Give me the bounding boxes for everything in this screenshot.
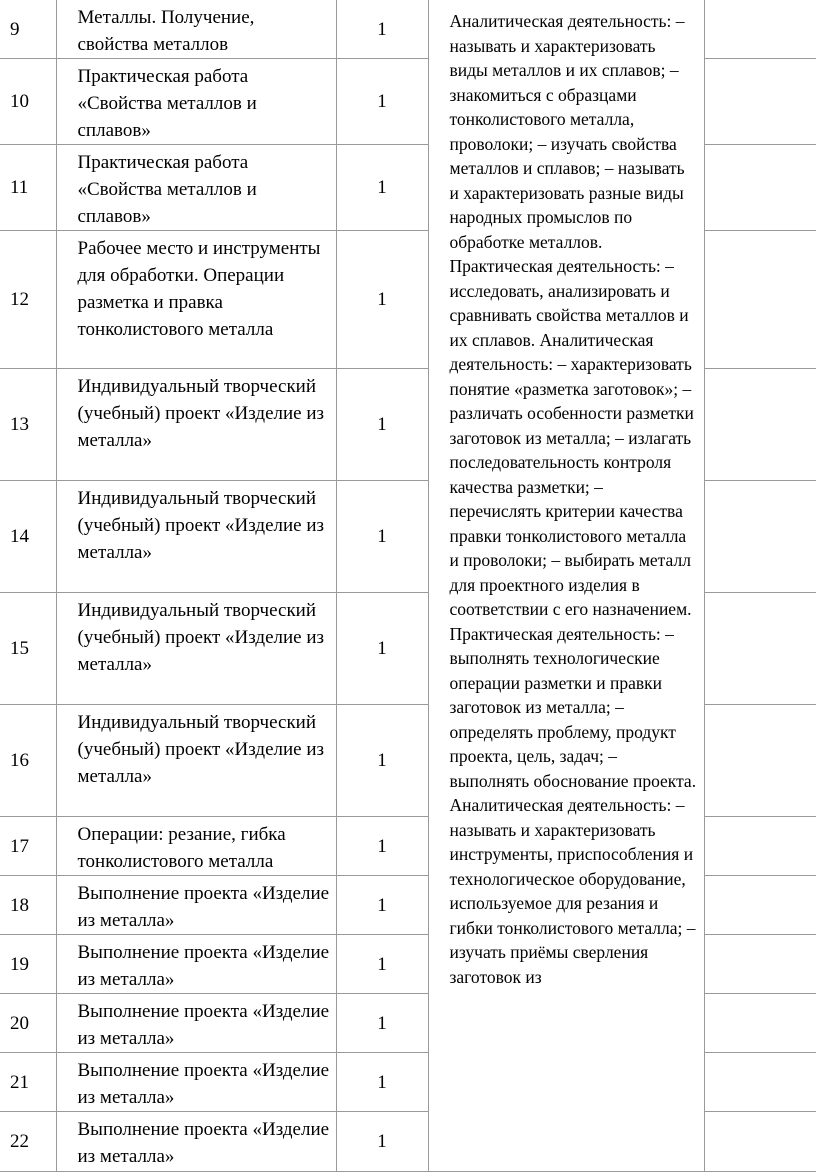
lesson-hours-cell: 1 (336, 369, 428, 481)
lesson-topic-cell: Выполнение проекта «Изделие из металла» (56, 994, 336, 1053)
empty-cell (704, 593, 816, 705)
lesson-hours-cell: 1 (336, 59, 428, 145)
lesson-topic-cell: Рабочее место и инструменты для обработки. Операции разметка и правка тонколистового металла (56, 231, 336, 369)
lesson-number-cell: 14 (0, 481, 56, 593)
empty-cell (704, 705, 816, 817)
lesson-topic-cell: Практическая работа «Свойства металлов и сплавов» (56, 145, 336, 231)
empty-cell (704, 994, 816, 1053)
table-row (0, 0, 816, 59)
lesson-number-cell: 11 (0, 145, 56, 231)
lesson-number-cell: 9 (0, 0, 56, 59)
empty-cell (704, 0, 816, 59)
empty-cell (704, 817, 816, 876)
lesson-topic-cell: Индивидуальный творческий (учебный) проект «Изделие из металла» (56, 369, 336, 481)
lesson-hours-cell: 1 (336, 0, 428, 59)
empty-cell (704, 876, 816, 935)
lesson-number-cell: 13 (0, 369, 56, 481)
empty-cell (704, 481, 816, 593)
lesson-number-cell: 21 (0, 1053, 56, 1112)
empty-cell (704, 59, 816, 145)
lesson-hours-cell: 1 (336, 817, 428, 876)
lesson-topic-cell: Индивидуальный творческий (учебный) проект «Изделие из металла» (56, 481, 336, 593)
lesson-topic-cell: Выполнение проекта «Изделие из металла» (56, 935, 336, 994)
lesson-hours-cell: 1 (336, 994, 428, 1053)
empty-cell (704, 369, 816, 481)
lesson-hours-cell: 1 (336, 705, 428, 817)
lesson-topic-cell: Операции: резание, гибка тонколистового металла (56, 817, 336, 876)
lesson-topic-cell: Индивидуальный творческий (учебный) проект «Изделие из металла» (56, 593, 336, 705)
lesson-number-cell: 20 (0, 994, 56, 1053)
lesson-hours-cell: 1 (336, 145, 428, 231)
lesson-number-cell: 19 (0, 935, 56, 994)
lesson-topic-cell: Практическая работа «Свойства металлов и сплавов» (56, 59, 336, 145)
lesson-number-cell: 17 (0, 817, 56, 876)
lesson-number-cell: 16 (0, 705, 56, 817)
empty-cell (704, 1053, 816, 1112)
lesson-hours-cell: 1 (336, 231, 428, 369)
lesson-hours-cell: 1 (336, 935, 428, 994)
lesson-hours-cell: 1 (336, 1053, 428, 1112)
lesson-number-cell: 10 (0, 59, 56, 145)
lesson-number-cell: 12 (0, 231, 56, 369)
lesson-number-cell: 22 (0, 1112, 56, 1172)
lesson-topic-cell: Индивидуальный творческий (учебный) проект «Изделие из металла» (56, 705, 336, 817)
lesson-topic-cell: Выполнение проекта «Изделие из металла» (56, 1053, 336, 1112)
lesson-hours-cell: 1 (336, 876, 428, 935)
lesson-hours-cell: 1 (336, 481, 428, 593)
lesson-number-cell: 18 (0, 876, 56, 935)
lesson-topic-cell: Выполнение проекта «Изделие из металла» (56, 876, 336, 935)
lesson-topic-cell: Металлы. Получение, свойства металлов (56, 0, 336, 59)
empty-cell (704, 145, 816, 231)
lesson-topic-cell: Выполнение проекта «Изделие из металла» (56, 1112, 336, 1172)
activities-description-cell: Аналитическая деятельность: – называть и характеризовать виды металлов и их сплавов; – знакомиться с образцами тонколистового металла, проволоки; – изучать свойства металлов и сплавов; – называть и характеризовать разные виды народных промыслов по обработке металлов. Практическая деятельность: – исследовать, анализировать и сравнивать свойства металлов и их сплавов. Аналитическая деятельность: – характеризовать понятие «разметка заготовок»; – различать особенности разметки заготовок из металла; – излагать последовательность контроля качества разметки; – перечислять критерии качества правки тонколистового металла и проволоки; – выбирать металл для проектного изделия в соответствии с его назначением. Практическая деятельность: – выполнять технологические операции разметки и правки заготовок из металла; – определять проблему, продукт проекта, цель, задач; – выполнять обоснование проекта. Аналитическая деятельность: – называть и характеризовать инструменты, приспособления и технологическое оборудование, используемое для резания и гибки тонколистового металла; – изучать приёмы сверления заготовок из (428, 0, 704, 1172)
lesson-hours-cell: 1 (336, 593, 428, 705)
lesson-hours-cell: 1 (336, 1112, 428, 1172)
empty-cell (704, 231, 816, 369)
lesson-number-cell: 15 (0, 593, 56, 705)
empty-cell (704, 935, 816, 994)
